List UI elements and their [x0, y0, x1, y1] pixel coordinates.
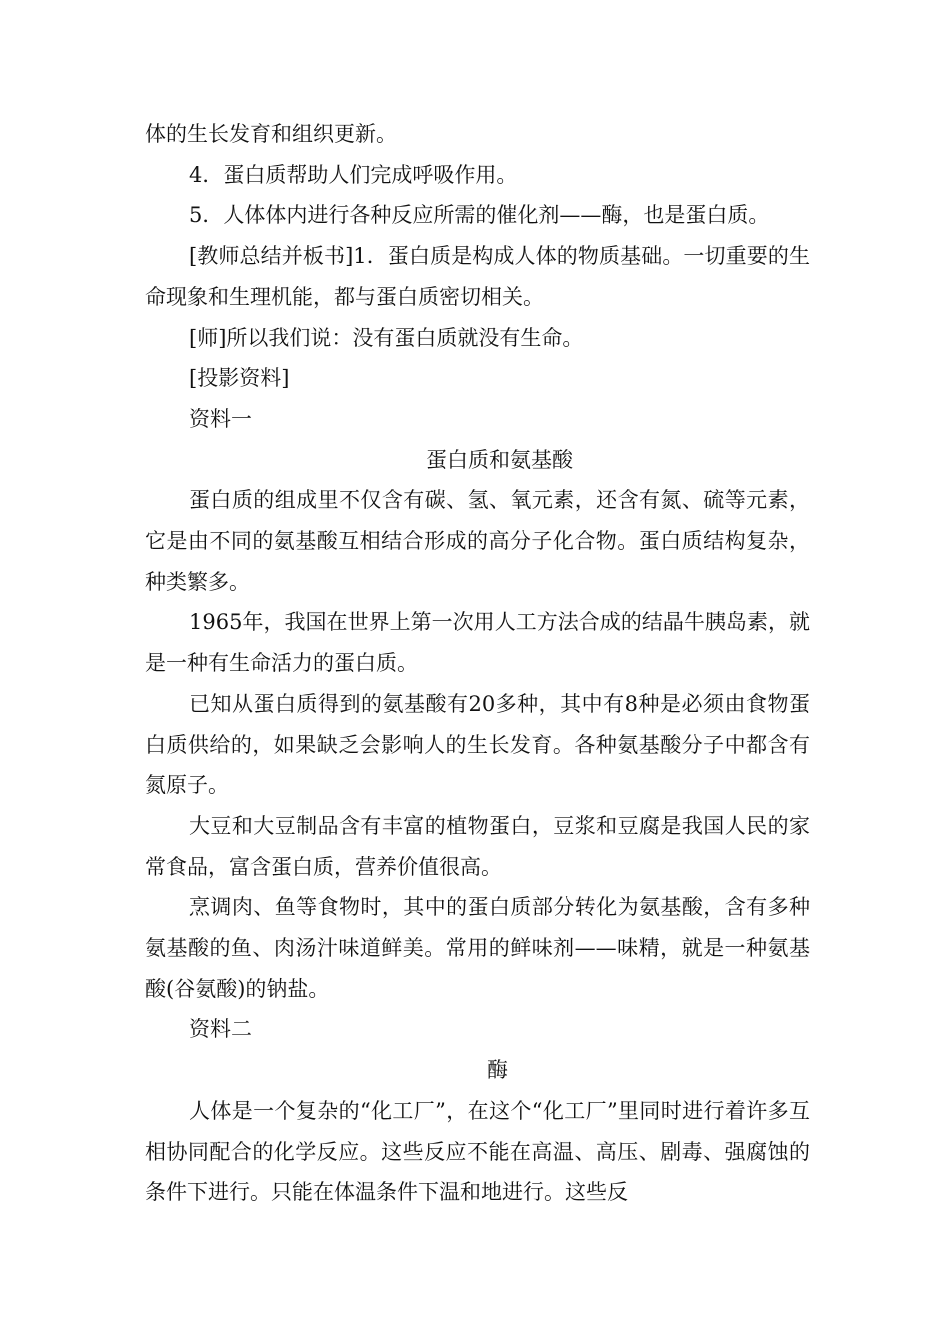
paragraph-amino-acid-types: 已知从蛋白质得到的氨基酸有20多种，其中有8种是必须由食物蛋白质供给的，如果缺乏会影响人的生长发育。各种氨基酸分子中都含有氮原子。 [145, 691, 810, 798]
paragraph-soybean: 大豆和大豆制品含有丰富的植物蛋白，豆浆和豆腐是我国人民的家常食品，富含蛋白质，营养价值很高。 [145, 813, 810, 879]
paragraph-teacher-remark: [师]所以我们说：没有蛋白质就没有生命。 [189, 325, 584, 350]
material-two-label: 资料二 [189, 1017, 252, 1042]
section-title-protein-amino-acids: 蛋白质和氨基酸 [426, 447, 573, 472]
paragraph-protein-composition: 蛋白质的组成里不仅含有碳、氢、氧元素，还含有氮、硫等元素，它是由不同的氨基酸互相结合形成的高分子化合物。蛋白质结构复杂，种类繁多。 [145, 488, 810, 594]
material-one-label: 资料一 [189, 406, 252, 431]
paragraph-insulin-1965: 1965年，我国在世界上第一次用人工方法合成的结晶牛胰岛素，就是一种有生命活力的蛋白质。 [145, 610, 810, 676]
paragraph-projection-label: [投影资料] [189, 366, 290, 391]
paragraph-point-4: 4．蛋白质帮助人们完成呼吸作用。 [189, 162, 518, 187]
paragraph-continuation: 体的生长发育和组织更新。 [145, 122, 397, 146]
document-page [145, 114, 810, 1213]
paragraph-point-5: 5．人体体内进行各种反应所需的催化剂——酶，也是蛋白质。 [189, 203, 770, 228]
paragraph-chemical-factory: 人体是一个复杂的“化工厂”，在这个“化工厂”里同时进行着许多互相协同配合的化学反应。这些反应不能在高温、高压、剧毒、强腐蚀的条件下进行。只能在体温条件下温和地进行。这些反 [145, 1098, 810, 1205]
paragraph-teacher-summary: [教师总结并板书]1．蛋白质是构成人体的物质基础。一切重要的生命现象和生理机能，都与蛋白质密切相关。 [145, 244, 810, 309]
paragraph-cooking: 烹调肉、鱼等食物时，其中的蛋白质部分转化为氨基酸，含有多种氨基酸的鱼、肉汤汁味道鲜美。常用的鲜味剂——味精，就是一种氨基酸(谷氨酸)的钠盐。 [145, 895, 810, 1001]
section-title-enzyme: 酶 [487, 1058, 508, 1083]
